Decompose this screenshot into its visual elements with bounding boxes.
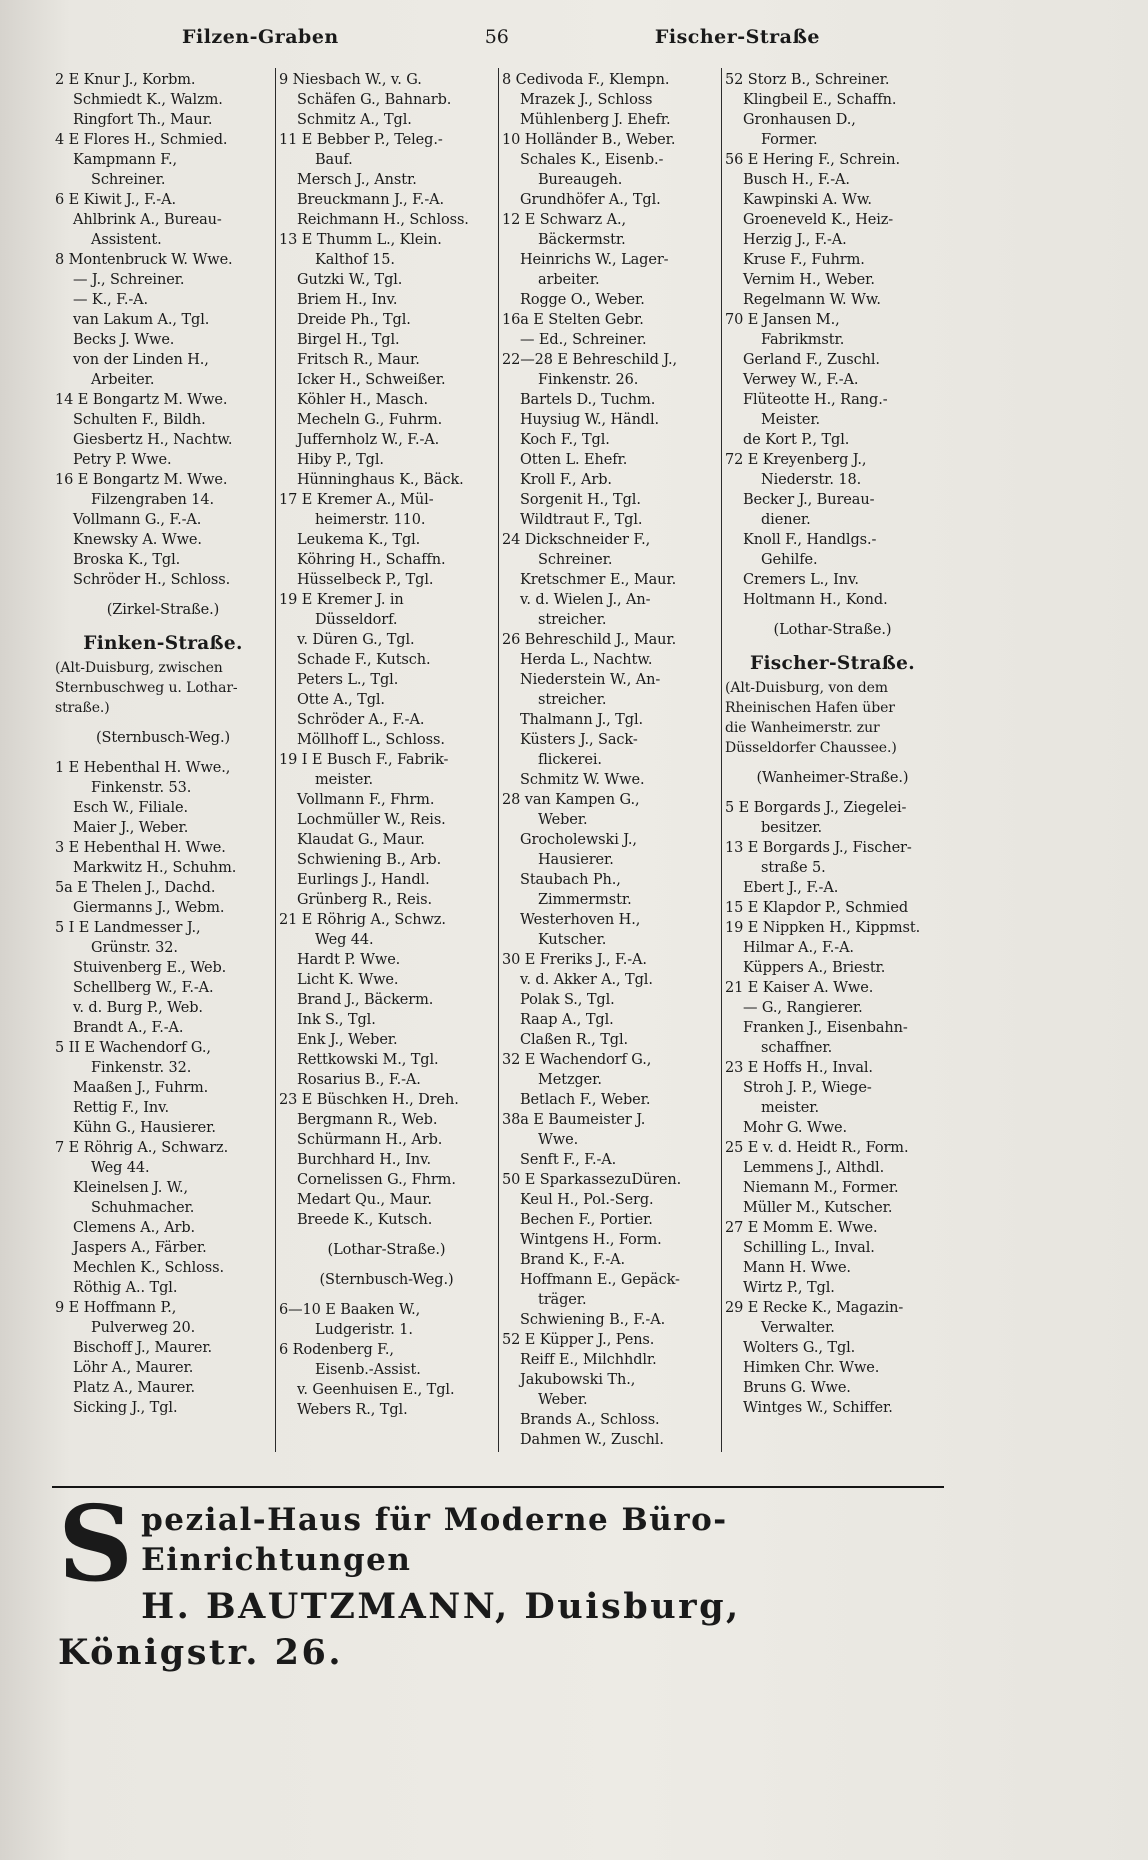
- directory-line: 38a E Baumeister J.: [502, 1112, 646, 1128]
- spacer-line: [55, 620, 271, 630]
- directory-line: v. d. Wielen J., An-: [520, 592, 651, 608]
- directory-line: Former.: [761, 132, 818, 148]
- directory-line: Franken J., Eisenbahn-: [743, 1020, 908, 1036]
- directory-line: straße 5.: [761, 860, 826, 876]
- directory-line: Köhler H., Masch.: [297, 392, 429, 408]
- directory-line: Brands A., Schloss.: [520, 1412, 660, 1428]
- ad-company-line: H. BAUTZMANN, Duisburg, Königstr. 26.: [58, 1586, 741, 1673]
- spacer-line: [725, 610, 940, 620]
- directory-line: Finkenstr. 26.: [538, 372, 639, 388]
- directory-line: Medart Qu., Maur.: [297, 1192, 432, 1208]
- directory-line: Mechlen K., Schloss.: [73, 1260, 224, 1276]
- directory-line: Kawpinski A. Ww.: [743, 192, 872, 208]
- directory-line: Kalthof 15.: [315, 252, 395, 268]
- directory-line: Otten L. Ehefr.: [520, 452, 628, 468]
- directory-line: Herda L., Nachtw.: [520, 652, 653, 668]
- directory-line: Groeneveld K., Heiz-: [743, 212, 894, 228]
- directory-line: Eurlings J., Handl.: [297, 872, 430, 888]
- directory-line: 3 E Hebenthal H. Wwe.: [55, 840, 226, 856]
- directory-line: Schulten F., Bildh.: [73, 412, 206, 428]
- spacer-line: [55, 590, 271, 600]
- directory-line: Mecheln G., Fuhrm.: [297, 412, 443, 428]
- directory-line: Regelmann W. Ww.: [743, 292, 881, 308]
- directory-line: Ringfort Th., Maur.: [73, 112, 213, 128]
- directory-line: Ahlbrink A., Bureau-: [73, 212, 222, 228]
- directory-line: Bruns G. Wwe.: [743, 1380, 851, 1396]
- directory-line: Hüsselbeck P., Tgl.: [297, 572, 434, 588]
- directory-line: v. d. Burg P., Web.: [73, 1000, 203, 1016]
- directory-line: Schales K., Eisenb.-: [520, 152, 664, 168]
- directory-line: 8 Montenbruck W. Wwe.: [55, 252, 233, 268]
- directory-line: meister.: [761, 1100, 819, 1116]
- directory-line: — Ed., Schreiner.: [520, 332, 647, 348]
- directory-line: Fritsch R., Maur.: [297, 352, 420, 368]
- directory-line: Assistent.: [91, 232, 162, 248]
- directory-line: Bauf.: [315, 152, 353, 168]
- directory-line: 32 E Wachendorf G.,: [502, 1052, 652, 1068]
- street-description-line: (Alt-Duisburg, zwischen: [55, 660, 223, 676]
- directory-line: Küsters J., Sack-: [520, 732, 638, 748]
- directory-line: Giermanns J., Webm.: [73, 900, 225, 916]
- directory-line: Bäckermstr.: [538, 232, 626, 248]
- directory-line: Ebert J., F.-A.: [743, 880, 839, 896]
- directory-line: Stroh J. P., Wiege-: [743, 1080, 872, 1096]
- directory-line: Platz A., Maurer.: [73, 1380, 196, 1396]
- directory-line: Kutscher.: [538, 932, 607, 948]
- directory-line: heimerstr. 110.: [315, 512, 426, 528]
- directory-line: Schwiening B., Arb.: [297, 852, 442, 868]
- directory-line: Petry P. Wwe.: [73, 452, 172, 468]
- directory-line: Metzger.: [538, 1072, 602, 1088]
- directory-line: Breede K., Kutsch.: [297, 1212, 433, 1228]
- directory-line: 19 I E Busch F., Fabrik-: [279, 752, 449, 768]
- directory-line: Grünberg R., Reis.: [297, 892, 433, 908]
- directory-line: Vollmann F., Fhrm.: [297, 792, 435, 808]
- directory-line: Hünninghaus K., Bäck.: [297, 472, 464, 488]
- directory-line: Grünstr. 32.: [91, 940, 178, 956]
- directory-line: 9 Niesbach W., v. G.: [279, 72, 422, 88]
- directory-line: de Kort P., Tgl.: [743, 432, 850, 448]
- directory-line: Sicking J., Tgl.: [73, 1400, 178, 1416]
- directory-line: Bergmann R., Web.: [297, 1112, 438, 1128]
- directory-line: Meister.: [761, 412, 821, 428]
- directory-line: Gehilfe.: [761, 552, 818, 568]
- directory-line: 26 Behreschild J., Maur.: [502, 632, 677, 648]
- directory-line: Maier J., Weber.: [73, 820, 189, 836]
- directory-line: Rosarius B., F.-A.: [297, 1072, 421, 1088]
- directory-line: Niemann M., Former.: [743, 1180, 899, 1196]
- street-heading: Fischer-Straße.: [750, 653, 915, 674]
- directory-line: Jaspers A., Färber.: [73, 1240, 207, 1256]
- directory-line: 5 E Borgards J., Ziegelei-: [725, 800, 907, 816]
- directory-line: 28 van Kampen G.,: [502, 792, 640, 808]
- street-description-line: Düsseldorfer Chaussee.): [725, 740, 897, 756]
- directory-line: Kampmann F.,: [73, 152, 178, 168]
- directory-line: Raap A., Tgl.: [520, 1012, 614, 1028]
- directory-line: 23 E Hoffs H., Inval.: [725, 1060, 873, 1076]
- directory-line: Rettig F., Inv.: [73, 1100, 169, 1116]
- directory-line: Markwitz H., Schuhm.: [73, 860, 237, 876]
- directory-line: 13 E Borgards J., Fischer-: [725, 840, 912, 856]
- directory-line: Schröder H., Schloss.: [73, 572, 231, 588]
- directory-line: Burchhard H., Inv.: [297, 1152, 432, 1168]
- directory-line: Rogge O., Weber.: [520, 292, 645, 308]
- directory-line: Finkenstr. 32.: [91, 1060, 192, 1076]
- directory-line: Herzig J., F.-A.: [743, 232, 847, 248]
- directory-line: Mohr G. Wwe.: [743, 1120, 848, 1136]
- directory-line: Wintges W., Schiffer.: [743, 1400, 893, 1416]
- directory-line: schaffner.: [761, 1040, 833, 1056]
- directory-line: Schwiening B., F.-A.: [520, 1312, 666, 1328]
- directory-line: 2 E Knur J., Korbm.: [55, 72, 196, 88]
- directory-line: Webers R., Tgl.: [297, 1402, 408, 1418]
- directory-line: 7 E Röhrig A., Schwarz.: [55, 1140, 229, 1156]
- directory-line: arbeiter.: [538, 272, 600, 288]
- directory-line: Licht K. Wwe.: [297, 972, 399, 988]
- directory-line: Hardt P. Wwe.: [297, 952, 401, 968]
- directory-line: 12 E Schwarz A.,: [502, 212, 626, 228]
- directory-line: Wintgens H., Form.: [520, 1232, 662, 1248]
- directory-line: Grundhöfer A., Tgl.: [520, 192, 661, 208]
- header-street-left: Filzen-Graben: [182, 26, 339, 48]
- directory-line: Kretschmer E., Maur.: [520, 572, 677, 588]
- directory-line: streicher.: [538, 612, 607, 628]
- directory-line: Weber.: [538, 1392, 588, 1408]
- directory-line: Weg 44.: [91, 1160, 150, 1176]
- directory-line: Rettkowski M., Tgl.: [297, 1052, 439, 1068]
- street-description-line: straße.): [55, 700, 110, 716]
- directory-line: Wwe.: [538, 1132, 579, 1148]
- directory-line: Schmiedt K., Walzm.: [73, 92, 223, 108]
- directory-line: 30 E Freriks J., F.-A.: [502, 952, 647, 968]
- directory-line: 52 E Küpper J., Pens.: [502, 1332, 655, 1348]
- directory-line: Stuivenberg E., Web.: [73, 960, 227, 976]
- cross-street-note: (Lothar-Straße.): [773, 622, 892, 638]
- directory-line: Otte A., Tgl.: [297, 692, 385, 708]
- cross-street-note: (Sternbusch-Weg.): [95, 730, 231, 746]
- directory-line: Vollmann G., F.-A.: [73, 512, 202, 528]
- directory-line: Schäfen G., Bahnarb.: [297, 92, 452, 108]
- directory-line: Westerhoven H.,: [520, 912, 641, 928]
- directory-line: 24 Dickschneider F.,: [502, 532, 651, 548]
- street-description-line: (Alt-Duisburg, von dem: [725, 680, 888, 696]
- directory-line: Müller M., Kutscher.: [743, 1200, 893, 1216]
- directory-line: 56 E Hering F., Schrein.: [725, 152, 900, 168]
- directory-line: Becker J., Bureau-: [743, 492, 875, 508]
- directory-line: Schmitz A., Tgl.: [297, 112, 412, 128]
- ad-drop-cap: S: [58, 1482, 134, 1605]
- directory-line: Kruse F., Fuhrm.: [743, 252, 865, 268]
- ad-headline: pezial-Haus für Moderne Büro-Einrichtungen: [141, 1502, 728, 1578]
- directory-line: Schilling L., Inval.: [743, 1240, 875, 1256]
- directory-line: Becks J. Wwe.: [73, 332, 175, 348]
- directory-line: Knewsky A. Wwe.: [73, 532, 202, 548]
- directory-line: Bechen F., Portier.: [520, 1212, 653, 1228]
- advertisement: [58, 1482, 942, 1676]
- directory-line: Verwalter.: [761, 1320, 835, 1336]
- directory-line: Huysiug W., Händl.: [520, 412, 660, 428]
- directory-line: Keul H., Pol.-Serg.: [520, 1192, 654, 1208]
- directory-line: Wolters G., Tgl.: [743, 1340, 856, 1356]
- directory-line: Broska K., Tgl.: [73, 552, 181, 568]
- directory-line: Arbeiter.: [91, 372, 155, 388]
- directory-line: — K., F.-A.: [73, 292, 149, 308]
- directory-line: 21 E Röhrig A., Schwz.: [279, 912, 446, 928]
- spacer-line: [725, 758, 940, 768]
- directory-line: 1 E Hebenthal H. Wwe.,: [55, 760, 231, 776]
- spacer-line: [725, 788, 940, 798]
- directory-line: 5 I E Landmesser J.,: [55, 920, 201, 936]
- directory-line: 14 E Bongartz M. Wwe.: [55, 392, 228, 408]
- directory-line: 52 Storz B., Schreiner.: [725, 72, 890, 88]
- spacer-line: [55, 748, 271, 758]
- directory-line: 19 E Kremer J. in: [279, 592, 404, 608]
- directory-line: Filzengraben 14.: [91, 492, 215, 508]
- directory-line: Düsseldorf.: [315, 612, 398, 628]
- directory-line: Schmitz W. Wwe.: [520, 772, 645, 788]
- directory-line: Schreiner.: [91, 172, 166, 188]
- directory-line: Koch F., Tgl.: [520, 432, 610, 448]
- directory-line: Mersch J., Anstr.: [297, 172, 417, 188]
- directory-line: besitzer.: [761, 820, 823, 836]
- directory-line: Brand K., F.-A.: [520, 1252, 626, 1268]
- street-description-line: die Wanheimerstr. zur: [725, 720, 880, 736]
- directory-line: Reichmann H., Schloss.: [297, 212, 469, 228]
- directory-line: Briem H., Inv.: [297, 292, 398, 308]
- directory-line: 70 E Jansen M.,: [725, 312, 840, 328]
- directory-line: — J., Schreiner.: [73, 272, 185, 288]
- directory-line: Bureaugeh.: [538, 172, 623, 188]
- directory-line: 9 E Hoffmann P.,: [55, 1300, 177, 1316]
- directory-line: Reiff E., Milchhdlr.: [520, 1352, 657, 1368]
- spacer-line: [725, 640, 940, 650]
- spacer-line: [279, 1230, 494, 1240]
- directory-line: Jakubowski Th.,: [520, 1372, 636, 1388]
- directory-line: Staubach Ph.,: [520, 872, 621, 888]
- directory-line: Mrazek J., Schloss: [520, 92, 653, 108]
- directory-line: Himken Chr. Wwe.: [743, 1360, 880, 1376]
- directory-line: Dahmen W., Zuschl.: [520, 1432, 664, 1448]
- page-number: 56: [484, 26, 509, 48]
- directory-line: 23 E Büschken H., Dreh.: [279, 1092, 459, 1108]
- directory-line: Ink S., Tgl.: [297, 1012, 376, 1028]
- directory-line: 27 E Momm E. Wwe.: [725, 1220, 878, 1236]
- directory-line: Weg 44.: [315, 932, 374, 948]
- directory-line: 4 E Flores H., Schmied.: [55, 132, 228, 148]
- directory-line: Giesbertz H., Nachtw.: [73, 432, 233, 448]
- directory-line: Wirtz P., Tgl.: [743, 1280, 835, 1296]
- directory-line: Sorgenit H., Tgl.: [520, 492, 641, 508]
- directory-line: 5 II E Wachendorf G.,: [55, 1040, 211, 1056]
- directory-line: Niederstr. 18.: [761, 472, 862, 488]
- directory-line: Küppers A., Briestr.: [743, 960, 886, 976]
- directory-line: Betlach F., Weber.: [520, 1092, 651, 1108]
- directory-line: Breuckmann J., F.-A.: [297, 192, 445, 208]
- directory-column: [52, 68, 275, 1452]
- cross-street-note: (Sternbusch-Weg.): [319, 1272, 454, 1288]
- directory-line: Kühn G., Hausierer.: [73, 1120, 216, 1136]
- directory-line: Birgel H., Tgl.: [297, 332, 400, 348]
- directory-line: Leukema K., Tgl.: [297, 532, 421, 548]
- directory-line: Lemmens J., Althdl.: [743, 1160, 885, 1176]
- directory-line: Fabrikmstr.: [761, 332, 845, 348]
- directory-line: Ludgeristr. 1.: [315, 1322, 413, 1338]
- directory-line: Senft F., F.-A.: [520, 1152, 617, 1168]
- spacer-line: [279, 1290, 494, 1300]
- directory-line: Holtmann H., Kond.: [743, 592, 888, 608]
- directory-line: 72 E Kreyenberg J.,: [725, 452, 867, 468]
- directory-line: meister.: [315, 772, 373, 788]
- directory-line: Enk J., Weber.: [297, 1032, 398, 1048]
- directory-line: Schade F., Kutsch.: [297, 652, 431, 668]
- directory-line: Kroll F., Arb.: [520, 472, 612, 488]
- directory-line: Kleinelsen J. W.,: [73, 1180, 189, 1196]
- directory-line: 10 Holländer B., Weber.: [502, 132, 676, 148]
- directory-line: Mann H. Wwe.: [743, 1260, 851, 1276]
- directory-line: diener.: [761, 512, 811, 528]
- directory-line: 16 E Bongartz M. Wwe.: [55, 472, 228, 488]
- directory-line: Brandt A., F.-A.: [73, 1020, 184, 1036]
- directory-line: Hoffmann E., Gepäck-: [520, 1272, 680, 1288]
- directory-line: Klingbeil E., Schaffn.: [743, 92, 897, 108]
- directory-line: flickerei.: [538, 752, 602, 768]
- cross-street-note: (Zirkel-Straße.): [106, 602, 220, 618]
- directory-line: Schröder A., F.-A.: [297, 712, 425, 728]
- directory-line: streicher.: [538, 692, 607, 708]
- directory-line: 16a E Stelten Gebr.: [502, 312, 644, 328]
- directory-line: 5a E Thelen J., Dachd.: [55, 880, 216, 896]
- directory-line: Gronhausen D.,: [743, 112, 856, 128]
- directory-line: Mühlenberg J. Ehefr.: [520, 112, 671, 128]
- street-description-line: Sternbuschweg u. Lothar-: [55, 680, 238, 696]
- directory-line: Lochmüller W., Reis.: [297, 812, 446, 828]
- directory-line: Bartels D., Tuchm.: [520, 392, 656, 408]
- directory-line: Flüteotte H., Rang.-: [743, 392, 888, 408]
- directory-line: Schellberg W., F.-A.: [73, 980, 214, 996]
- directory-line: 6 E Kiwit J., F.-A.: [55, 192, 176, 208]
- directory-line: Dreide Ph., Tgl.: [297, 312, 411, 328]
- spacer-line: [55, 718, 271, 728]
- directory-line: Juffernholz W., F.-A.: [297, 432, 440, 448]
- directory-line: Eisenb.-Assist.: [315, 1362, 421, 1378]
- directory-line: Köhring H., Schaffn.: [297, 552, 446, 568]
- directory-line: Hiby P., Tgl.: [297, 452, 384, 468]
- directory-line: Klaudat G., Maur.: [297, 832, 425, 848]
- directory-line: 8 Cedivoda F., Klempn.: [502, 72, 670, 88]
- directory-line: Schreiner.: [538, 552, 613, 568]
- directory-line: Claßen R., Tgl.: [520, 1032, 629, 1048]
- directory-line: Röthig A.. Tgl.: [73, 1280, 178, 1296]
- directory-line: Vernim H., Weber.: [743, 272, 875, 288]
- directory-line: Maaßen J., Fuhrm.: [73, 1080, 209, 1096]
- directory-line: van Lakum A., Tgl.: [73, 312, 210, 328]
- directory-line: v. Düren G., Tgl.: [297, 632, 415, 648]
- directory-line: Finkenstr. 53.: [91, 780, 192, 796]
- directory-line: Polak S., Tgl.: [520, 992, 615, 1008]
- directory-column: [721, 68, 944, 1452]
- directory-line: Heinrichs W., Lager-: [520, 252, 669, 268]
- directory-line: Weber.: [538, 812, 588, 828]
- page-header: [52, 26, 940, 48]
- directory-line: Schürmann H., Arb.: [297, 1132, 443, 1148]
- directory-line: Schuhmacher.: [91, 1200, 195, 1216]
- directory-line: Zimmermstr.: [538, 892, 632, 908]
- directory-line: Gutzki W., Tgl.: [297, 272, 403, 288]
- footer-rule: [52, 1486, 944, 1488]
- directory-line: Grocholewski J.,: [520, 832, 637, 848]
- directory-line: Esch W., Filiale.: [73, 800, 189, 816]
- directory-line: Pulverweg 20.: [91, 1320, 196, 1336]
- street-heading: Finken-Straße.: [83, 633, 243, 654]
- directory-line: Verwey W., F.-A.: [743, 372, 859, 388]
- header-street-right: Fischer-Straße: [654, 26, 820, 48]
- directory-line: v. d. Akker A., Tgl.: [520, 972, 653, 988]
- directory-line: träger.: [538, 1292, 587, 1308]
- directory-line: Peters L., Tgl.: [297, 672, 399, 688]
- directory-line: 25 E v. d. Heidt R., Form.: [725, 1140, 909, 1156]
- cross-street-note: (Lothar-Straße.): [327, 1242, 446, 1258]
- directory-line: Thalmann J., Tgl.: [520, 712, 643, 728]
- directory-line: v. Geenhuisen E., Tgl.: [297, 1382, 455, 1398]
- directory-line: 22—28 E Behreschild J.,: [502, 352, 677, 368]
- directory-columns: [52, 68, 944, 1452]
- directory-line: Clemens A., Arb.: [73, 1220, 196, 1236]
- directory-line: Niederstein W., An-: [520, 672, 661, 688]
- directory-line: Wildtraut F., Tgl.: [520, 512, 643, 528]
- directory-line: Busch H., F.-A.: [743, 172, 850, 188]
- directory-line: 6—10 E Baaken W.,: [279, 1302, 421, 1318]
- cross-street-note: (Wanheimer-Straße.): [756, 770, 909, 786]
- directory-line: Brand J., Bäckerm.: [297, 992, 434, 1008]
- directory-column: [275, 68, 498, 1452]
- directory-line: 29 E Recke K., Magazin-: [725, 1300, 904, 1316]
- directory-column: [498, 68, 721, 1452]
- directory-line: 6 Rodenberg F.,: [279, 1342, 394, 1358]
- directory-line: von der Linden H.,: [73, 352, 209, 368]
- directory-line: Hilmar A., F.-A.: [743, 940, 854, 956]
- directory-line: 19 E Nippken H., Kippmst.: [725, 920, 921, 936]
- directory-line: Hausierer.: [538, 852, 614, 868]
- directory-line: Icker H., Schweißer.: [297, 372, 446, 388]
- street-description-line: Rheinischen Hafen über: [725, 700, 895, 716]
- directory-line: Knoll F., Handlgs.-: [743, 532, 877, 548]
- directory-line: 21 E Kaiser A. Wwe.: [725, 980, 874, 996]
- spacer-line: [279, 1260, 494, 1270]
- directory-line: — G., Rangierer.: [743, 1000, 863, 1016]
- directory-line: Löhr A., Maurer.: [73, 1360, 194, 1376]
- directory-line: 11 E Bebber P., Teleg.-: [279, 132, 443, 148]
- directory-line: Möllhoff L., Schloss.: [297, 732, 445, 748]
- directory-line: Cremers L., Inv.: [743, 572, 859, 588]
- directory-line: Bischoff J., Maurer.: [73, 1340, 213, 1356]
- directory-line: 50 E SparkassezuDüren.: [502, 1172, 682, 1188]
- directory-line: 15 E Klapdor P., Schmied: [725, 900, 909, 916]
- directory-line: Gerland F., Zuschl.: [743, 352, 880, 368]
- directory-line: 13 E Thumm L., Klein.: [279, 232, 442, 248]
- directory-line: 17 E Kremer A., Mül-: [279, 492, 434, 508]
- directory-line: Cornelissen G., Fhrm.: [297, 1172, 456, 1188]
